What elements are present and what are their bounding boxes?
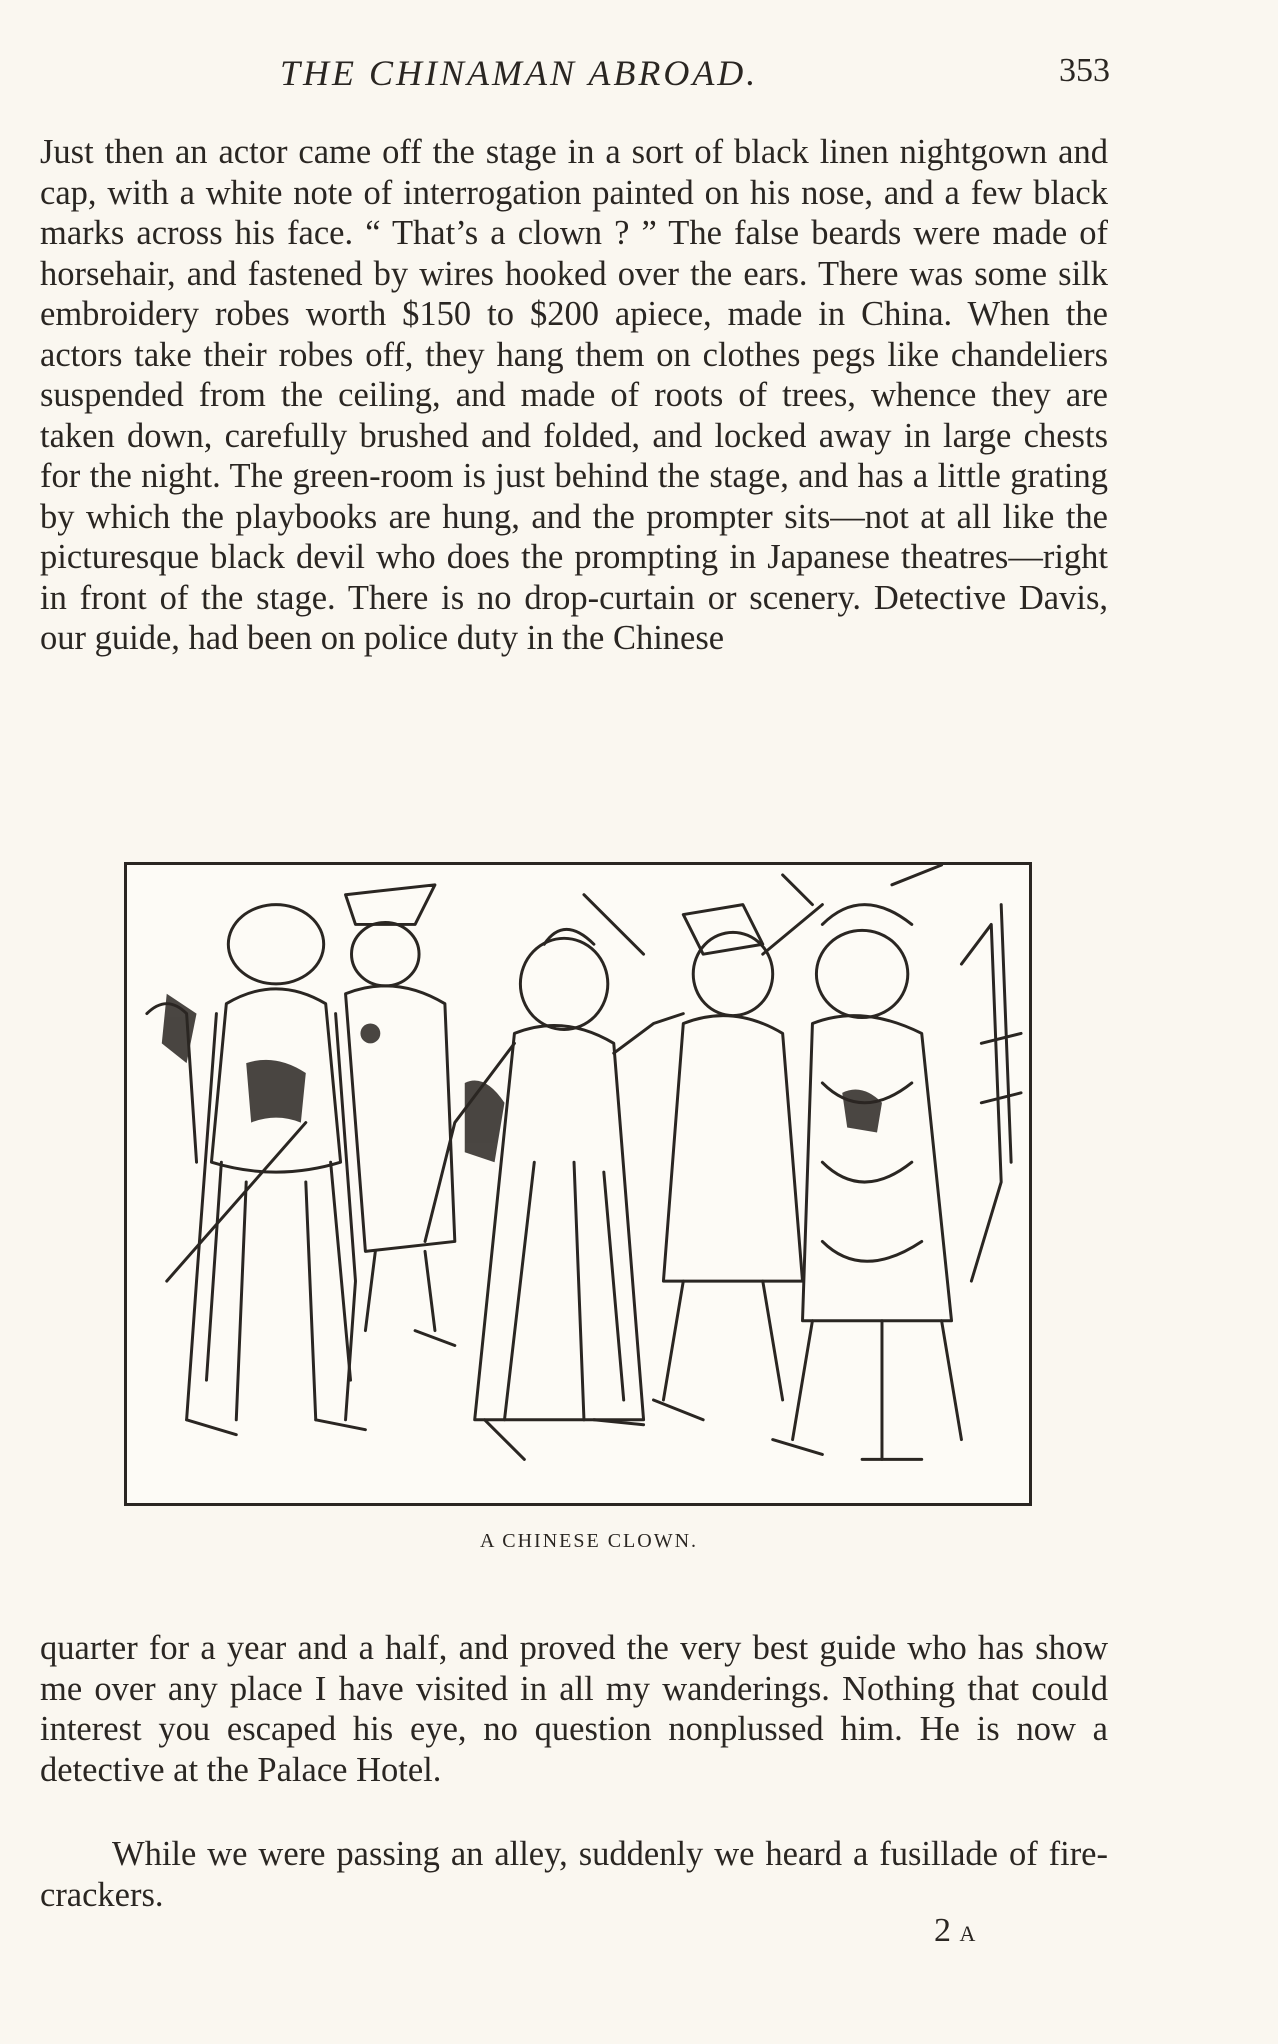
figure-head — [520, 938, 607, 1029]
body-paragraph-2: quarter for a year and a half, and proved the very best guide who has show me over any place I have visited in all my wanderings. Nothing that could interest you escaped his eye, no question nonplussed him. He is now a detective at the Palace Hotel. — [40, 1629, 1108, 1789]
running-title: THE CHINAMAN ABROAD. — [280, 53, 759, 93]
figure-caption: A CHINESE CLOWN. — [479, 1530, 699, 1552]
signature-letter: A — [959, 1921, 977, 1946]
engraving-drawing — [127, 865, 1029, 1503]
clown-cap — [346, 885, 435, 925]
signature-mark — [934, 1912, 976, 1950]
running-head — [280, 52, 1110, 102]
figure-head — [228, 905, 323, 984]
clown-illustration — [124, 862, 1032, 1506]
body-paragraph-1: Just then an actor came off the stage in a sort of black linen nightgown and cap, with a white note of interrogation painted on his nose, and a few black marks across his face. “ That’s a clown ? ” The false beards were made of horsehair, and fastened by wires hooked over the ears. There was some silk embroidery robes worth $150 to $200 apiece, made in China. When the actors take their robes off, they hang them on clothes pegs like chandeliers suspended from the ceiling, and made of roots of trees, whence they are taken down, carefully brushed and folded, and locked away in large chests for the night. The green-room is just behind the stage, and has a little grating by which the playbooks are hung, and the prompter sits—not at all like the picturesque black devil who does the prompting in Japanese theatres—right in front of the stage. There is no drop-curtain or scenery. Detective Davis, our guide, had been on police duty in the Chinese — [40, 133, 1108, 657]
body-paragraph-3: While we were passing an alley, suddenly we heard a fusillade of fire-crackers. — [40, 1835, 1108, 1914]
figure-head — [816, 930, 907, 1017]
signature-number: 2 — [934, 1912, 951, 1949]
page-number: 353 — [1059, 52, 1110, 89]
